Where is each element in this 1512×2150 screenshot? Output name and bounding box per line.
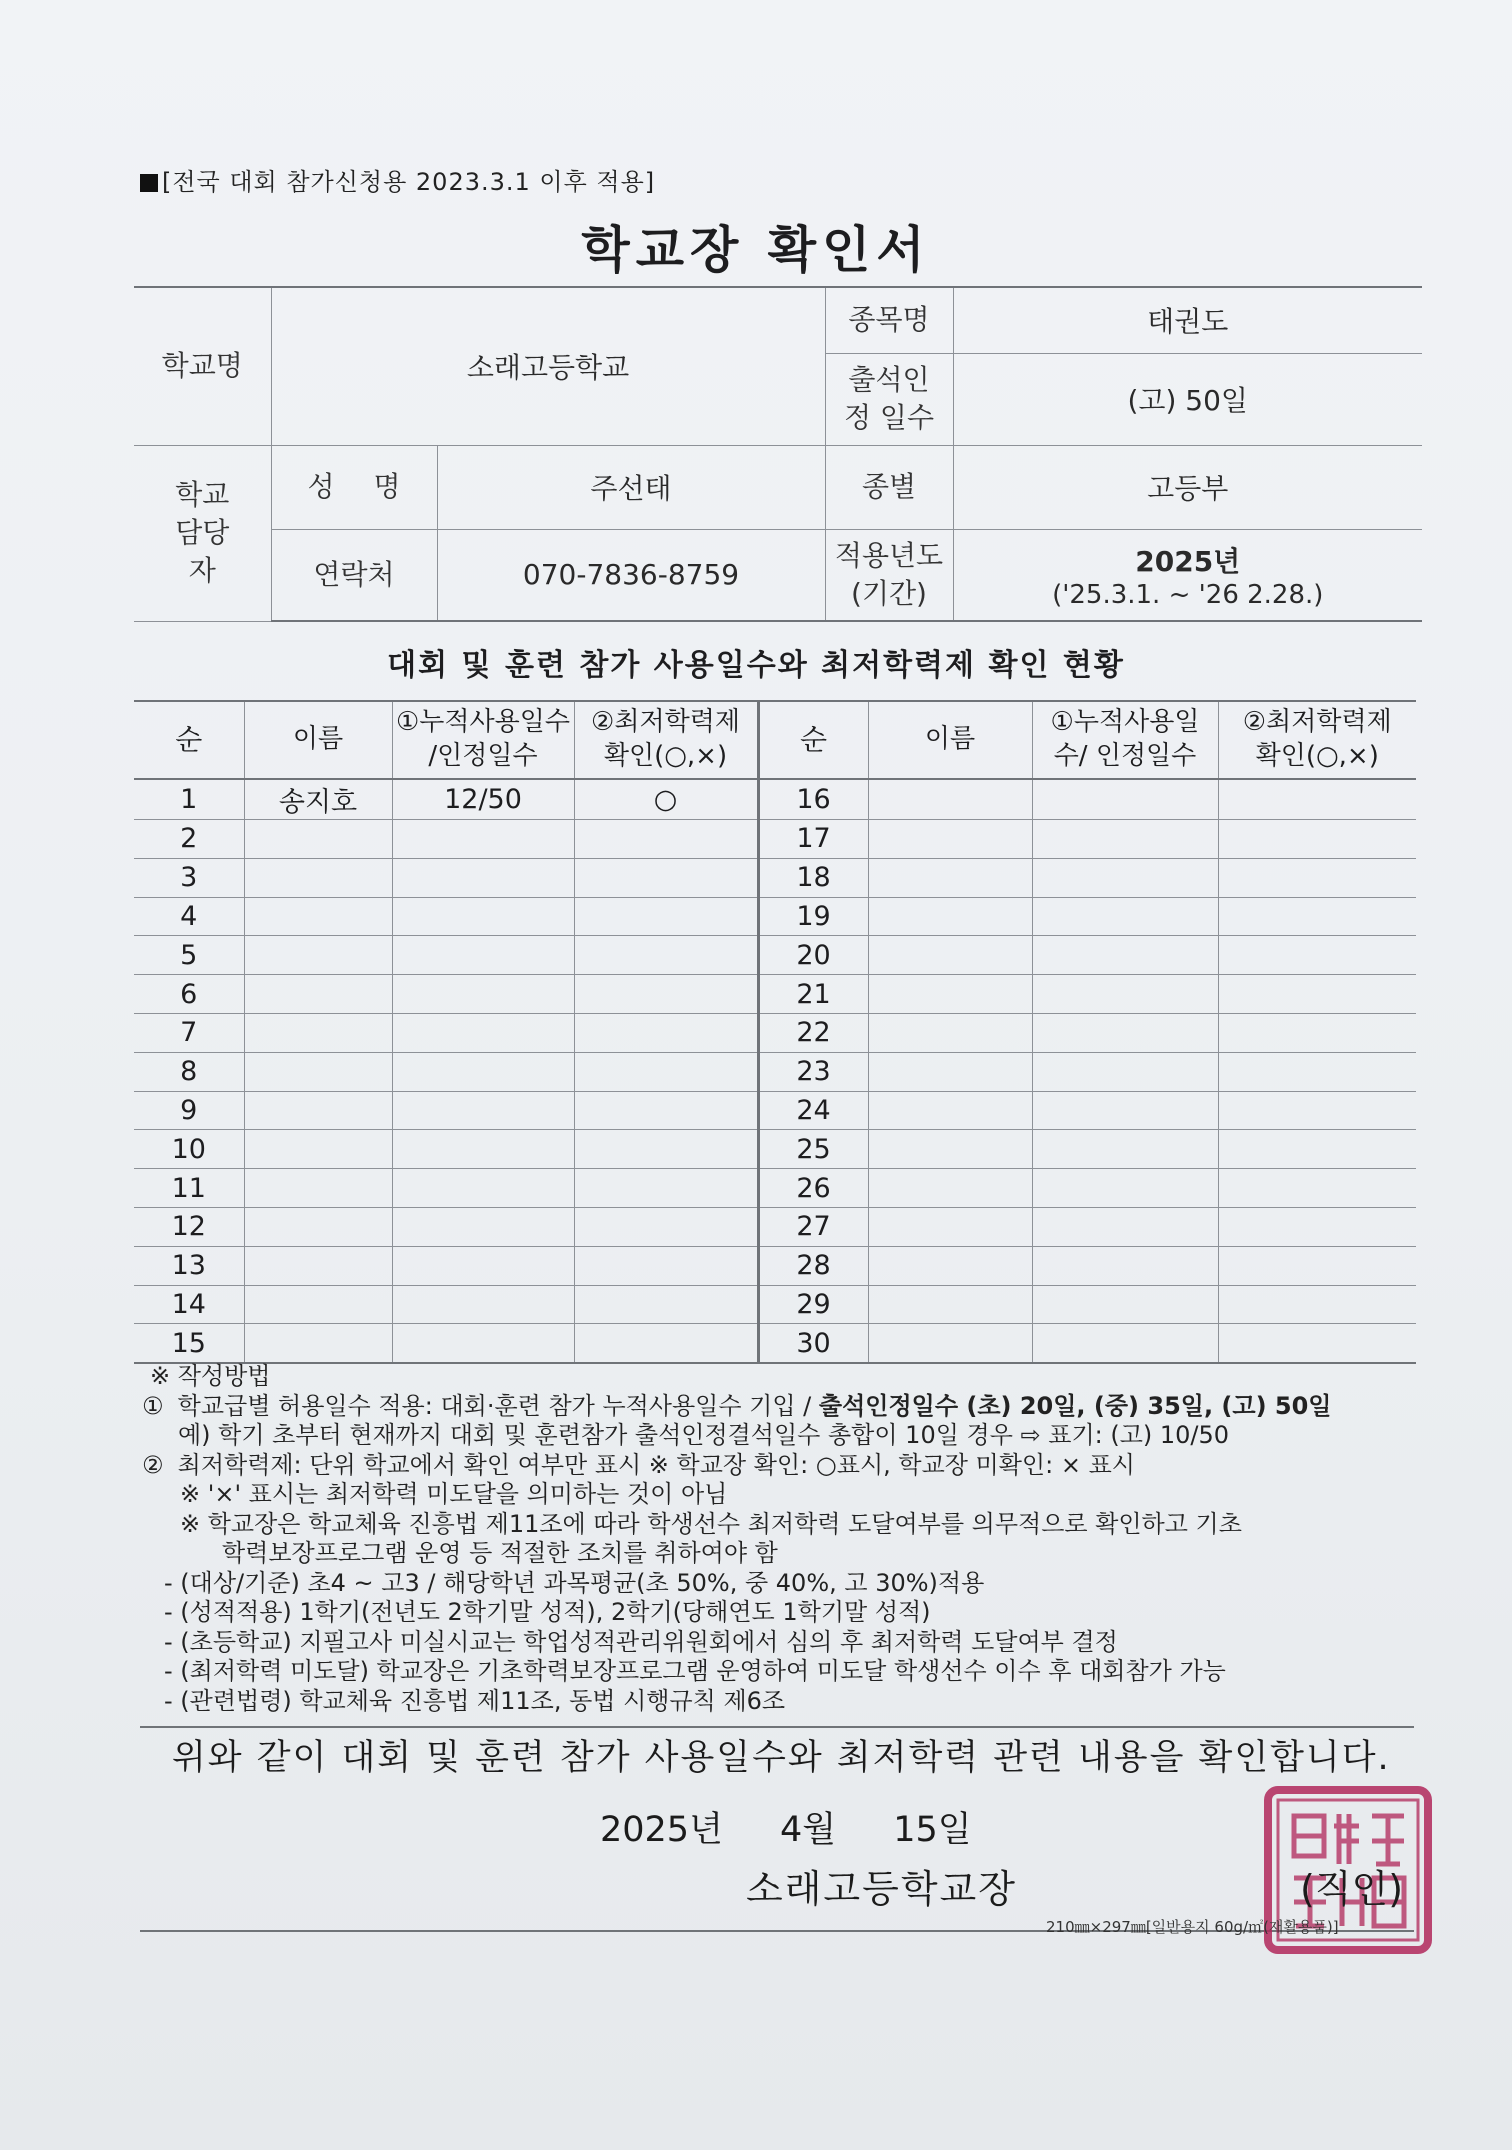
row-number-right: 22 [758,1013,868,1052]
row-name-right [868,1013,1032,1052]
header-days-right: ①누적사용일수/ 인정일수 [1032,701,1218,779]
instruction-item-1-example: 예) 학기 초부터 현재까지 대회 및 훈련참가 출석인정결석일수 총합이 10일 경우 ⇨ 표기: (고) 10/50 [178,1421,1230,1449]
row-name [244,1285,392,1324]
row-name-right [868,975,1032,1014]
row-name-right [868,1091,1032,1130]
row-number-right: 28 [758,1246,868,1285]
row-min-academic [574,897,758,936]
row-days [392,1052,574,1091]
table-row [134,820,1416,859]
row-min-academic-right [1218,1091,1416,1130]
table-row [134,1207,1416,1246]
row-number-right: 21 [758,975,868,1014]
header-min-academic-right: ②최저학력제 확인(○,×) [1218,701,1416,779]
confirmation-date [600,1802,1018,1852]
row-min-academic [574,936,758,975]
table-row [134,897,1416,936]
row-min-academic-right [1218,1324,1416,1363]
manager-name-value: 주선태 [437,445,825,529]
table-row [134,1130,1416,1169]
row-min-academic [574,1130,758,1169]
row-min-academic-right [1218,858,1416,897]
instruction-dash-3: - (초등학교) 지필고사 미실시교는 학업성적관리위원회에서 심의 후 최저학력 도달여부 결정 [164,1627,1118,1656]
row-name [244,1169,392,1208]
row-min-academic-right [1218,1207,1416,1246]
form-usage-note: [전국 대회 참가신청용 2023.3.1 이후 적용] [140,162,655,197]
manager-name-label: 성 명 [271,445,437,529]
row-min-academic [574,1052,758,1091]
row-name-right [868,1324,1032,1363]
row-number-right: 25 [758,1130,868,1169]
row-number: 8 [134,1052,244,1091]
school-name-value: 소래고등학교 [271,287,825,445]
row-number-right: 18 [758,858,868,897]
row-min-academic-right [1218,1052,1416,1091]
row-name [244,1091,392,1130]
row-days-right [1032,975,1218,1014]
row-name: 송지호 [244,779,392,820]
row-min-academic-right [1218,1246,1416,1285]
row-days [392,1207,574,1246]
row-min-academic-right [1218,897,1416,936]
row-number: 4 [134,897,244,936]
row-days [392,897,574,936]
school-name-label: 학교명 [134,287,271,445]
row-days-right [1032,1013,1218,1052]
row-days-right [1032,1207,1218,1246]
row-days [392,1130,574,1169]
row-number-right: 17 [758,820,868,859]
row-name [244,820,392,859]
row-days-right [1032,1130,1218,1169]
row-number: 3 [134,858,244,897]
row-name-right [868,936,1032,975]
instruction-note-2: ※ 학교장은 학교체육 진흥법 제11조에 따라 학생선수 최저학력 도달여부를 의무적으로 확인하고 기초 [180,1509,1242,1538]
date-month: 4월 [780,1810,837,1850]
row-min-academic-right [1218,936,1416,975]
header-min-academic: ②최저학력제 확인(○,×) [574,701,758,779]
sport-label: 종목명 [825,287,953,353]
row-min-academic-right [1218,975,1416,1014]
row-min-academic [574,975,758,1014]
row-days [392,936,574,975]
date-day: 15일 [893,1810,972,1850]
row-min-academic [574,1324,758,1363]
table-row [134,1324,1416,1363]
seal-label: (직인) [1300,1867,1404,1911]
apply-year-value [953,529,1422,621]
row-number: 13 [134,1246,244,1285]
row-min-academic-right [1218,1130,1416,1169]
table-row [134,975,1416,1014]
instruction-dash-5: - (관련법령) 학교체육 진흥법 제11조, 동법 시행규칙 제6조 [164,1686,786,1715]
row-days-right [1032,897,1218,936]
row-name [244,897,392,936]
row-min-academic [574,1285,758,1324]
row-number-right: 26 [758,1169,868,1208]
row-number: 6 [134,975,244,1014]
attendance-days-label: 출석인정 일수 [825,353,953,445]
row-name-right [868,1207,1032,1246]
row-days [392,858,574,897]
row-number-right: 27 [758,1207,868,1246]
row-name [244,858,392,897]
instructions-heading: ※ 작성방법 [150,1362,271,1390]
row-number: 5 [134,936,244,975]
row-name-right [868,897,1032,936]
row-name [244,975,392,1014]
row-name-right [868,779,1032,820]
row-number: 12 [134,1207,244,1246]
table-row [134,1285,1416,1324]
row-name [244,1052,392,1091]
row-number-right: 23 [758,1052,868,1091]
row-days: 12/50 [392,779,574,820]
row-number: 1 [134,779,244,820]
row-number: 2 [134,820,244,859]
row-days-right [1032,936,1218,975]
row-number: 9 [134,1091,244,1130]
row-days [392,1169,574,1208]
instruction-dash-2: - (성적적용) 1학기(전년도 2학기말 성적), 2학기(당해연도 1학기말 성적) [164,1598,931,1626]
instruction-dash-4: - (최저학력 미도달) 학교장은 기초학력보장프로그램 운영하여 미도달 학생선수 이수 후 대회참가 가능 [164,1657,1226,1685]
header-name-right: 이름 [868,701,1032,779]
table-row [134,1052,1416,1091]
attendance-days-value: (고) 50일 [953,353,1422,445]
sport-value: 태권도 [953,287,1422,353]
row-name [244,1207,392,1246]
black-square-icon [140,174,158,192]
section-title: 대회 및 훈련 참가 사용일수와 최저학력제 확인 현황 [387,648,1125,683]
table-row [134,1013,1416,1052]
participation-table [134,700,1416,1364]
row-min-academic: ○ [574,779,758,820]
row-days-right [1032,1246,1218,1285]
row-min-academic [574,1013,758,1052]
row-number-right: 20 [758,936,868,975]
row-name [244,1130,392,1169]
contact-value: 070-7836-8759 [437,529,825,621]
row-days-right [1032,1169,1218,1208]
row-min-academic [574,1169,758,1208]
row-number: 11 [134,1169,244,1208]
table-row [134,1091,1416,1130]
row-number-right: 24 [758,1091,868,1130]
row-min-academic [574,1246,758,1285]
row-days-right [1032,820,1218,859]
row-name-right [868,1130,1032,1169]
row-number-right: 30 [758,1324,868,1363]
principal-title: 소래고등학교장 [746,1867,1017,1911]
row-days-right [1032,858,1218,897]
instructions [142,1362,1420,1716]
confirmation-statement: 위와 같이 대회 및 훈련 참가 사용일수와 최저학력 관련 내용을 확인합니다. [172,1738,1391,1778]
instruction-dash-1: - (대상/기준) 초4 ~ 고3 / 해당학년 과목평균(초 50%, 중 40%, 고 30%)적용 [164,1568,985,1597]
row-number-right: 29 [758,1285,868,1324]
instruction-note-1: ※ '×' 표시는 최저학력 미도달을 의미하는 것이 아님 [180,1480,728,1508]
row-number-right: 16 [758,779,868,820]
row-name [244,1246,392,1285]
table-body [134,779,1416,1363]
row-name-right [868,1169,1032,1208]
row-min-academic [574,820,758,859]
header-no-right: 순 [758,701,868,779]
paper-spec-footnote: 210㎜×297㎜[일반용지 60g/㎡(재활용품)] [1046,1918,1339,1936]
contact-label: 연락처 [271,529,437,621]
row-min-academic [574,858,758,897]
row-name-right [868,1052,1032,1091]
row-number: 10 [134,1130,244,1169]
table-header-row [134,701,1416,779]
row-days-right [1032,1091,1218,1130]
instruction-note-2-cont: 학력보장프로그램 운영 등 적절한 조치를 취하여야 함 [222,1539,778,1567]
table-row [134,936,1416,975]
division-value: 고등부 [953,445,1422,529]
manager-label: 학교 담당자 [134,445,271,621]
row-days-right [1032,779,1218,820]
apply-period: ('25.3.1. ~ '26 2.28.) [1052,579,1324,610]
row-days [392,820,574,859]
row-days [392,1091,574,1130]
row-name-right [868,820,1032,859]
row-days [392,1285,574,1324]
header-no: 순 [134,701,244,779]
date-year: 2025년 [600,1810,723,1850]
table-row [134,1169,1416,1208]
header-days: ①누적사용일수 /인정일수 [392,701,574,779]
row-number: 14 [134,1285,244,1324]
row-days-right [1032,1052,1218,1091]
header-name: 이름 [244,701,392,779]
document-title: 학교장 확인서 [581,221,931,279]
row-min-academic-right [1218,1285,1416,1324]
table-row [134,858,1416,897]
row-days-right [1032,1324,1218,1363]
row-min-academic-right [1218,1169,1416,1208]
row-days-right [1032,1285,1218,1324]
row-days [392,1324,574,1363]
row-min-academic-right [1218,779,1416,820]
row-number-right: 19 [758,897,868,936]
row-days [392,1013,574,1052]
row-min-academic [574,1091,758,1130]
row-number: 7 [134,1013,244,1052]
school-info-table [134,286,1422,622]
row-name-right [868,858,1032,897]
row-min-academic-right [1218,820,1416,859]
row-name [244,1013,392,1052]
apply-year: 2025년 [1135,544,1241,578]
instruction-item-2: ② 최저학력제: 단위 학교에서 확인 여부만 표시 ※ 학교장 확인: ○표시, 학교장 미확인: × 표시 [142,1450,1135,1479]
row-name-right [868,1246,1032,1285]
instruction-item-1: ① 학교급별 허용일수 적용: 대회·훈련 참가 누적사용일수 기입 / 출석인정일수 (초) 20일, (중) 35일, (고) 50일 [142,1391,1332,1420]
row-days [392,975,574,1014]
divider-line [140,1726,1414,1728]
apply-year-label: 적용년도 (기간) [825,529,953,621]
table-row [134,1246,1416,1285]
row-name-right [868,1285,1032,1324]
row-name [244,1324,392,1363]
row-min-academic [574,1207,758,1246]
table-row [134,779,1416,820]
row-days [392,1246,574,1285]
row-number: 15 [134,1324,244,1363]
row-min-academic-right [1218,1013,1416,1052]
row-name [244,936,392,975]
division-label: 종별 [825,445,953,529]
